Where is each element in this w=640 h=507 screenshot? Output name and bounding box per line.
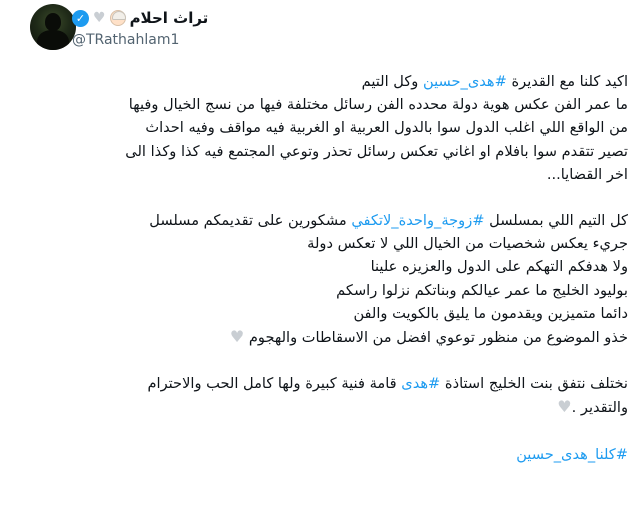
tweet-line xyxy=(12,443,628,466)
hashtag-link[interactable]: #كلنا_هدى_حسين xyxy=(516,445,628,463)
user-handle[interactable]: @TRathahlam1 xyxy=(72,32,180,48)
author-name-row[interactable] xyxy=(72,9,208,27)
tweet-line: من الواقع اللي اغلب الدول سوا بالدول العربية او الغربية فيه مواقف وفيه احداث xyxy=(145,119,628,137)
white-heart-emoji-icon: ♥ xyxy=(557,397,572,417)
hashtag-link[interactable]: #زوجة_واحدة_لاتكفي xyxy=(351,212,485,230)
tweet-line: كل التيم اللي بمسلسل #زوجة_واحدة_لاتكفي مشكورين على تقديمكم مسلسل xyxy=(149,212,628,230)
verified-badge-icon: ✓ xyxy=(72,10,89,27)
tweet-line: دائما متميزين ويقدمون ما يليق بالكويت والفن xyxy=(353,304,628,322)
tweet-line: اكيد كلنا مع القديرة #هدى_حسين وكل التيم xyxy=(361,73,628,90)
tweet-text xyxy=(12,70,628,466)
hashtag-link[interactable]: #هدى xyxy=(401,375,441,393)
tweet-line: بوليود الخليج ما عمر عيالكم وبناتكم نزلوا راسكم xyxy=(336,281,628,299)
tweet-line: ما عمر الفن عكس هوية دولة محدده الفن رسائل مختلفة فيها من نسج الخيال وفيها xyxy=(128,96,628,114)
tweet-line: والتقدير .♥ xyxy=(557,397,628,417)
woman-emoji-icon xyxy=(110,10,126,26)
tweet-line: نختلف نتفق بنت الخليج استاذة #هدى قامة فنية كبيرة ولها كامل الحب والاحترام xyxy=(147,375,628,393)
tweet-line: خذو الموضوع من منظور توعوي افضل من الاسقاطات والهجوم ♥ xyxy=(229,327,628,347)
tweet-line: اخر القضايا... xyxy=(546,165,628,183)
tweet-line: جريء يعكس شخصيات من الخيال اللي لا تعكس دولة xyxy=(307,235,628,253)
white-heart-emoji-icon: ♥ xyxy=(229,327,245,347)
tweet-line: تصير تتقدم سوا بافلام او اغاني تعكس رسائل تحذر وتوعي المجتمع فيه كذا وكذا الى xyxy=(125,142,628,160)
tweet-line: ولا هدفكم التهكم على الدول والعزيزه علينا xyxy=(370,258,628,276)
avatar-silhouette-head xyxy=(45,13,61,31)
avatar[interactable] xyxy=(30,4,76,50)
display-name[interactable]: تراث احلام xyxy=(129,9,209,27)
white-heart-emoji-icon: ♥ xyxy=(93,10,106,26)
avatar-silhouette-shoulders xyxy=(37,30,69,50)
hashtag-link[interactable]: #هدى_حسين xyxy=(423,73,507,90)
tweet-header xyxy=(0,0,640,62)
